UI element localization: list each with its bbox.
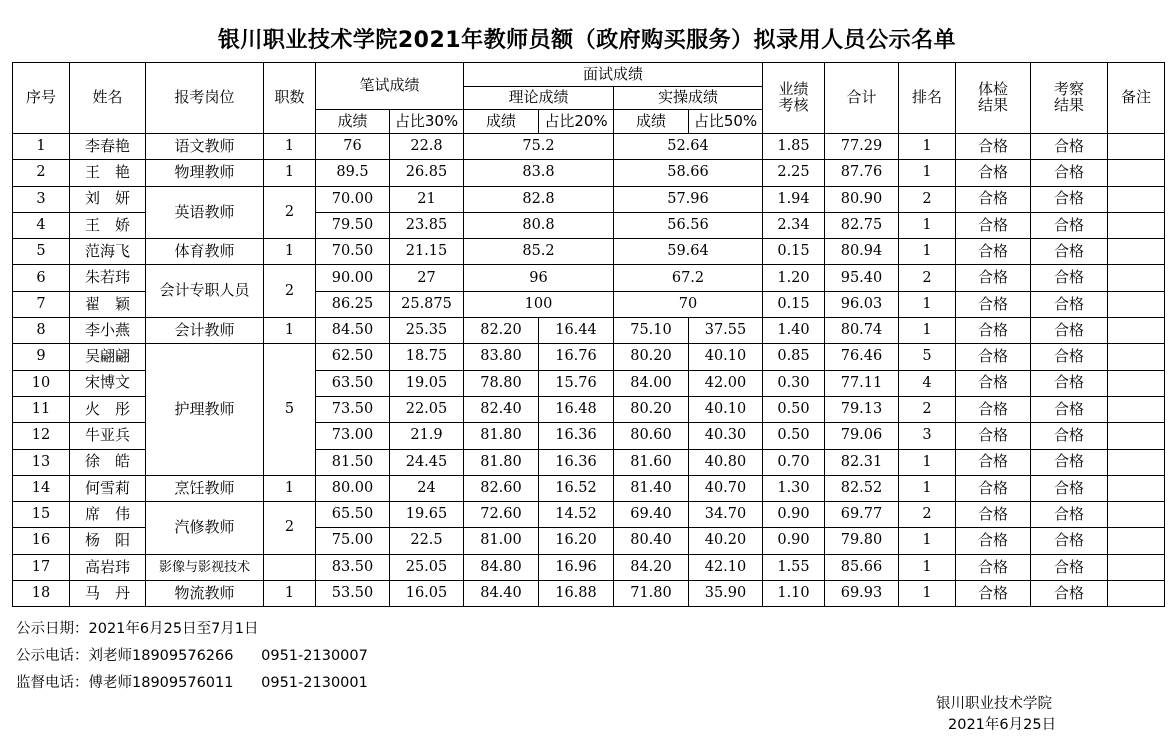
inspection-cell: 合格 — [1031, 396, 1108, 422]
quota-cell: 5 — [264, 344, 316, 475]
practice-pct-cell: 40.10 — [689, 396, 763, 422]
table-row — [13, 265, 1165, 291]
practice-score-cell: 80.40 — [614, 528, 689, 554]
name-cell: 杨 阳 — [70, 528, 146, 554]
table-row — [13, 502, 1165, 528]
practice-score-cell: 80.20 — [614, 344, 689, 370]
written-pct-cell: 22.5 — [390, 528, 464, 554]
written-score-cell: 70.00 — [316, 186, 390, 212]
practice-pct-cell: 40.70 — [689, 475, 763, 501]
inspection-cell: 合格 — [1031, 160, 1108, 186]
seq-cell: 3 — [13, 186, 70, 212]
rank-cell: 2 — [899, 265, 956, 291]
physical-exam-cell: 合格 — [956, 265, 1031, 291]
total-cell: 85.66 — [825, 554, 899, 580]
seq-cell: 18 — [13, 581, 70, 607]
remark-cell — [1108, 528, 1165, 554]
rank-cell: 3 — [899, 423, 956, 449]
total-cell: 77.11 — [825, 370, 899, 396]
header-theory-score: 成绩 — [464, 110, 539, 134]
rank-cell: 1 — [899, 475, 956, 501]
total-cell: 77.29 — [825, 134, 899, 160]
theory-score-cell: 80.8 — [464, 212, 614, 238]
rank-cell: 1 — [899, 449, 956, 475]
theory-pct-cell: 16.20 — [539, 528, 614, 554]
written-score-cell: 90.00 — [316, 265, 390, 291]
header-seq: 序号 — [13, 63, 70, 134]
theory-score-cell: 82.60 — [464, 475, 539, 501]
written-score-cell: 73.00 — [316, 423, 390, 449]
table-row — [13, 160, 1165, 186]
remark-cell — [1108, 475, 1165, 501]
physical-exam-cell: 合格 — [956, 186, 1031, 212]
total-cell: 80.94 — [825, 239, 899, 265]
rank-cell: 1 — [899, 528, 956, 554]
practice-pct-cell: 40.10 — [689, 344, 763, 370]
table-row — [13, 318, 1165, 344]
quota-cell: 2 — [264, 265, 316, 318]
header-theory-pct: 占比20% — [539, 110, 614, 134]
written-pct-cell: 25.05 — [390, 554, 464, 580]
name-cell: 李春艳 — [70, 134, 146, 160]
rank-cell: 5 — [899, 344, 956, 370]
header-name: 姓名 — [70, 63, 146, 134]
position-cell: 英语教师 — [146, 186, 264, 239]
table-row — [13, 239, 1165, 265]
name-cell: 高岩玮 — [70, 554, 146, 580]
name-cell: 吴翩翩 — [70, 344, 146, 370]
total-cell: 79.13 — [825, 396, 899, 422]
table-row — [13, 554, 1165, 580]
name-cell: 李小燕 — [70, 318, 146, 344]
written-score-cell: 80.00 — [316, 475, 390, 501]
name-cell: 王 艳 — [70, 160, 146, 186]
written-score-cell: 84.50 — [316, 318, 390, 344]
header-practice-pct: 占比50% — [689, 110, 763, 134]
remark-cell — [1108, 265, 1165, 291]
physical-exam-cell: 合格 — [956, 344, 1031, 370]
performance-cell: 1.85 — [763, 134, 825, 160]
inspection-cell: 合格 — [1031, 423, 1108, 449]
written-score-cell: 75.00 — [316, 528, 390, 554]
physical-exam-cell: 合格 — [956, 160, 1031, 186]
inspection-cell: 合格 — [1031, 581, 1108, 607]
inspection-cell: 合格 — [1031, 528, 1108, 554]
practice-score-cell: 80.20 — [614, 396, 689, 422]
physical-exam-cell: 合格 — [956, 212, 1031, 238]
performance-cell: 0.30 — [763, 370, 825, 396]
inspection-cell: 合格 — [1031, 186, 1108, 212]
header-rank: 排名 — [899, 63, 956, 134]
written-pct-cell: 19.05 — [390, 370, 464, 396]
inspection-cell: 合格 — [1031, 502, 1108, 528]
written-score-cell: 89.5 — [316, 160, 390, 186]
theory-score-cell: 75.2 — [464, 134, 614, 160]
inspection-cell: 合格 — [1031, 212, 1108, 238]
name-cell: 王 娇 — [70, 212, 146, 238]
remark-cell — [1108, 344, 1165, 370]
position-cell: 体育教师 — [146, 239, 264, 265]
total-cell: 96.03 — [825, 291, 899, 317]
practice-score-cell: 58.66 — [614, 160, 763, 186]
performance-cell: 0.15 — [763, 291, 825, 317]
theory-pct-cell: 16.52 — [539, 475, 614, 501]
physical-exam-cell: 合格 — [956, 134, 1031, 160]
header-written-pct: 占比30% — [390, 110, 464, 134]
theory-score-cell: 84.80 — [464, 554, 539, 580]
seq-cell: 14 — [13, 475, 70, 501]
seq-cell: 16 — [13, 528, 70, 554]
supervision-phone: 监督电话：傅老师18909576011 0951-2130001 — [16, 675, 368, 691]
practice-pct-cell: 40.80 — [689, 449, 763, 475]
rank-cell: 1 — [899, 160, 956, 186]
written-score-cell: 70.50 — [316, 239, 390, 265]
seq-cell: 12 — [13, 423, 70, 449]
remark-cell — [1108, 423, 1165, 449]
position-cell: 物理教师 — [146, 160, 264, 186]
practice-score-cell: 67.2 — [614, 265, 763, 291]
practice-pct-cell: 35.90 — [689, 581, 763, 607]
written-score-cell: 86.25 — [316, 291, 390, 317]
name-cell: 何雪莉 — [70, 475, 146, 501]
practice-pct-cell: 40.30 — [689, 423, 763, 449]
name-cell: 朱若玮 — [70, 265, 146, 291]
rank-cell: 4 — [899, 370, 956, 396]
seq-cell: 10 — [13, 370, 70, 396]
quota-cell: 1 — [264, 239, 316, 265]
inspection-cell: 合格 — [1031, 449, 1108, 475]
written-pct-cell: 23.85 — [390, 212, 464, 238]
performance-cell: 0.15 — [763, 239, 825, 265]
performance-cell: 1.55 — [763, 554, 825, 580]
written-pct-cell: 22.8 — [390, 134, 464, 160]
physical-exam-cell: 合格 — [956, 370, 1031, 396]
remark-cell — [1108, 318, 1165, 344]
theory-score-cell: 82.40 — [464, 396, 539, 422]
theory-score-cell: 82.8 — [464, 186, 614, 212]
position-cell: 影像与影视技术 — [146, 554, 264, 580]
practice-score-cell: 52.64 — [614, 134, 763, 160]
theory-pct-cell: 16.48 — [539, 396, 614, 422]
theory-pct-cell: 15.76 — [539, 370, 614, 396]
performance-cell: 0.70 — [763, 449, 825, 475]
theory-score-cell: 100 — [464, 291, 614, 317]
rank-cell: 1 — [899, 291, 956, 317]
written-pct-cell: 24.45 — [390, 449, 464, 475]
theory-pct-cell: 16.36 — [539, 449, 614, 475]
quota-cell — [264, 554, 316, 580]
inspection-cell: 合格 — [1031, 475, 1108, 501]
theory-pct-cell: 16.96 — [539, 554, 614, 580]
practice-score-cell: 71.80 — [614, 581, 689, 607]
rank-cell: 1 — [899, 581, 956, 607]
written-pct-cell: 26.85 — [390, 160, 464, 186]
written-pct-cell: 21.9 — [390, 423, 464, 449]
written-score-cell: 62.50 — [316, 344, 390, 370]
theory-pct-cell: 14.52 — [539, 502, 614, 528]
roster-body — [13, 134, 1165, 607]
practice-score-cell: 75.10 — [614, 318, 689, 344]
roster-table — [12, 62, 1165, 607]
table-row — [13, 581, 1165, 607]
header-physical-exam: 体检 结果 — [956, 63, 1031, 134]
inspection-cell: 合格 — [1031, 265, 1108, 291]
total-cell: 82.31 — [825, 449, 899, 475]
table-row — [13, 186, 1165, 212]
physical-exam-cell: 合格 — [956, 449, 1031, 475]
theory-pct-cell: 16.36 — [539, 423, 614, 449]
quota-cell: 1 — [264, 160, 316, 186]
practice-score-cell: 81.60 — [614, 449, 689, 475]
name-cell: 宋博文 — [70, 370, 146, 396]
practice-score-cell: 80.60 — [614, 423, 689, 449]
written-pct-cell: 24 — [390, 475, 464, 501]
seq-cell: 5 — [13, 239, 70, 265]
seq-cell: 9 — [13, 344, 70, 370]
remark-cell — [1108, 291, 1165, 317]
seq-cell: 4 — [13, 212, 70, 238]
theory-score-cell: 83.80 — [464, 344, 539, 370]
practice-pct-cell: 34.70 — [689, 502, 763, 528]
theory-score-cell: 96 — [464, 265, 614, 291]
total-cell: 80.74 — [825, 318, 899, 344]
position-cell: 物流教师 — [146, 581, 264, 607]
header-total: 合计 — [825, 63, 899, 134]
issuing-organization: 银川职业技术学院 — [936, 696, 1052, 712]
theory-pct-cell: 16.76 — [539, 344, 614, 370]
practice-pct-cell: 40.20 — [689, 528, 763, 554]
written-score-cell: 81.50 — [316, 449, 390, 475]
practice-score-cell: 84.00 — [614, 370, 689, 396]
written-score-cell: 73.50 — [316, 396, 390, 422]
practice-score-cell: 56.56 — [614, 212, 763, 238]
rank-cell: 1 — [899, 134, 956, 160]
inspection-cell: 合格 — [1031, 554, 1108, 580]
physical-exam-cell: 合格 — [956, 475, 1031, 501]
position-cell: 汽修教师 — [146, 502, 264, 555]
theory-score-cell: 84.40 — [464, 581, 539, 607]
physical-exam-cell: 合格 — [956, 528, 1031, 554]
performance-cell: 0.85 — [763, 344, 825, 370]
performance-cell: 1.10 — [763, 581, 825, 607]
written-pct-cell: 19.65 — [390, 502, 464, 528]
written-pct-cell: 16.05 — [390, 581, 464, 607]
header-position: 报考岗位 — [146, 63, 264, 134]
written-score-cell: 53.50 — [316, 581, 390, 607]
physical-exam-cell: 合格 — [956, 318, 1031, 344]
rank-cell: 1 — [899, 239, 956, 265]
physical-exam-cell: 合格 — [956, 239, 1031, 265]
header-written-score: 成绩 — [316, 110, 390, 134]
inspection-cell: 合格 — [1031, 134, 1108, 160]
quota-cell: 1 — [264, 134, 316, 160]
issue-date: 2021年6月25日 — [948, 717, 1057, 733]
table-row — [13, 344, 1165, 370]
header-written: 笔试成绩 — [316, 63, 464, 110]
name-cell: 刘 妍 — [70, 186, 146, 212]
rank-cell: 2 — [899, 396, 956, 422]
practice-score-cell: 81.40 — [614, 475, 689, 501]
rank-cell: 1 — [899, 212, 956, 238]
written-score-cell: 83.50 — [316, 554, 390, 580]
practice-pct-cell: 42.10 — [689, 554, 763, 580]
theory-score-cell: 72.60 — [464, 502, 539, 528]
publicity-date: 公示日期：2021年6月25日至7月1日 — [16, 621, 259, 637]
seq-cell: 6 — [13, 265, 70, 291]
position-cell: 会计专职人员 — [146, 265, 264, 318]
remark-cell — [1108, 160, 1165, 186]
total-cell: 95.40 — [825, 265, 899, 291]
remark-cell — [1108, 212, 1165, 238]
remark-cell — [1108, 449, 1165, 475]
practice-pct-cell: 37.55 — [689, 318, 763, 344]
physical-exam-cell: 合格 — [956, 396, 1031, 422]
header-practice: 实操成绩 — [614, 87, 763, 110]
performance-cell: 1.20 — [763, 265, 825, 291]
theory-pct-cell: 16.88 — [539, 581, 614, 607]
written-pct-cell: 22.05 — [390, 396, 464, 422]
header-practice-score: 成绩 — [614, 110, 689, 134]
performance-cell: 1.94 — [763, 186, 825, 212]
inspection-cell: 合格 — [1031, 344, 1108, 370]
remark-cell — [1108, 186, 1165, 212]
remark-cell — [1108, 502, 1165, 528]
theory-pct-cell: 16.44 — [539, 318, 614, 344]
performance-cell: 2.25 — [763, 160, 825, 186]
position-cell: 语文教师 — [146, 134, 264, 160]
rank-cell: 1 — [899, 318, 956, 344]
physical-exam-cell: 合格 — [956, 554, 1031, 580]
rank-cell: 1 — [899, 554, 956, 580]
remark-cell — [1108, 370, 1165, 396]
performance-cell: 0.90 — [763, 528, 825, 554]
written-score-cell: 79.50 — [316, 212, 390, 238]
total-cell: 82.75 — [825, 212, 899, 238]
theory-score-cell: 82.20 — [464, 318, 539, 344]
written-pct-cell: 18.75 — [390, 344, 464, 370]
name-cell: 马 丹 — [70, 581, 146, 607]
practice-pct-cell: 42.00 — [689, 370, 763, 396]
performance-cell: 0.50 — [763, 396, 825, 422]
written-pct-cell: 27 — [390, 265, 464, 291]
practice-score-cell: 70 — [614, 291, 763, 317]
publicity-phone: 公示电话：刘老师18909576266 0951-2130007 — [16, 648, 368, 664]
theory-score-cell: 81.80 — [464, 449, 539, 475]
performance-cell: 1.30 — [763, 475, 825, 501]
name-cell: 徐 皓 — [70, 449, 146, 475]
header-quota: 职数 — [264, 63, 316, 134]
physical-exam-cell: 合格 — [956, 291, 1031, 317]
written-pct-cell: 21 — [390, 186, 464, 212]
header-remark: 备注 — [1108, 63, 1165, 134]
practice-score-cell: 59.64 — [614, 239, 763, 265]
table-row — [13, 134, 1165, 160]
seq-cell: 1 — [13, 134, 70, 160]
table-row — [13, 475, 1165, 501]
inspection-cell: 合格 — [1031, 370, 1108, 396]
position-cell: 烹饪教师 — [146, 475, 264, 501]
header-performance: 业绩 考核 — [763, 63, 825, 134]
performance-cell: 2.34 — [763, 212, 825, 238]
seq-cell: 15 — [13, 502, 70, 528]
total-cell: 79.06 — [825, 423, 899, 449]
remark-cell — [1108, 581, 1165, 607]
written-score-cell: 63.50 — [316, 370, 390, 396]
rank-cell: 2 — [899, 186, 956, 212]
physical-exam-cell: 合格 — [956, 502, 1031, 528]
quota-cell: 1 — [264, 581, 316, 607]
theory-score-cell: 83.8 — [464, 160, 614, 186]
header-interview: 面试成绩 — [464, 63, 763, 87]
practice-score-cell: 57.96 — [614, 186, 763, 212]
performance-cell: 0.50 — [763, 423, 825, 449]
total-cell: 80.90 — [825, 186, 899, 212]
remark-cell — [1108, 554, 1165, 580]
written-pct-cell: 21.15 — [390, 239, 464, 265]
theory-score-cell: 81.00 — [464, 528, 539, 554]
header-inspection: 考察 结果 — [1031, 63, 1108, 134]
quota-cell: 1 — [264, 475, 316, 501]
seq-cell: 8 — [13, 318, 70, 344]
header-theory: 理论成绩 — [464, 87, 614, 110]
written-pct-cell: 25.35 — [390, 318, 464, 344]
remark-cell — [1108, 239, 1165, 265]
theory-score-cell: 85.2 — [464, 239, 614, 265]
total-cell: 79.80 — [825, 528, 899, 554]
seq-cell: 17 — [13, 554, 70, 580]
physical-exam-cell: 合格 — [956, 423, 1031, 449]
total-cell: 69.77 — [825, 502, 899, 528]
physical-exam-cell: 合格 — [956, 581, 1031, 607]
remark-cell — [1108, 134, 1165, 160]
practice-score-cell: 84.20 — [614, 554, 689, 580]
total-cell: 87.76 — [825, 160, 899, 186]
page-title: 银川职业技术学院2021年教师员额（政府购买服务）拟录用人员公示名单 — [217, 28, 957, 53]
rank-cell: 2 — [899, 502, 956, 528]
position-cell: 护理教师 — [146, 344, 264, 475]
name-cell: 火 彤 — [70, 396, 146, 422]
quota-cell: 2 — [264, 502, 316, 555]
inspection-cell: 合格 — [1031, 239, 1108, 265]
name-cell: 范海飞 — [70, 239, 146, 265]
position-cell: 会计教师 — [146, 318, 264, 344]
seq-cell: 11 — [13, 396, 70, 422]
name-cell: 席 伟 — [70, 502, 146, 528]
written-score-cell: 76 — [316, 134, 390, 160]
seq-cell: 13 — [13, 449, 70, 475]
seq-cell: 7 — [13, 291, 70, 317]
remark-cell — [1108, 396, 1165, 422]
inspection-cell: 合格 — [1031, 318, 1108, 344]
quota-cell: 1 — [264, 318, 316, 344]
inspection-cell: 合格 — [1031, 291, 1108, 317]
seq-cell: 2 — [13, 160, 70, 186]
quota-cell: 2 — [264, 186, 316, 239]
written-pct-cell: 25.875 — [390, 291, 464, 317]
theory-score-cell: 81.80 — [464, 423, 539, 449]
practice-score-cell: 69.40 — [614, 502, 689, 528]
written-score-cell: 65.50 — [316, 502, 390, 528]
total-cell: 76.46 — [825, 344, 899, 370]
name-cell: 翟 颖 — [70, 291, 146, 317]
name-cell: 牛亚兵 — [70, 423, 146, 449]
performance-cell: 1.40 — [763, 318, 825, 344]
theory-score-cell: 78.80 — [464, 370, 539, 396]
total-cell: 82.52 — [825, 475, 899, 501]
performance-cell: 0.90 — [763, 502, 825, 528]
total-cell: 69.93 — [825, 581, 899, 607]
